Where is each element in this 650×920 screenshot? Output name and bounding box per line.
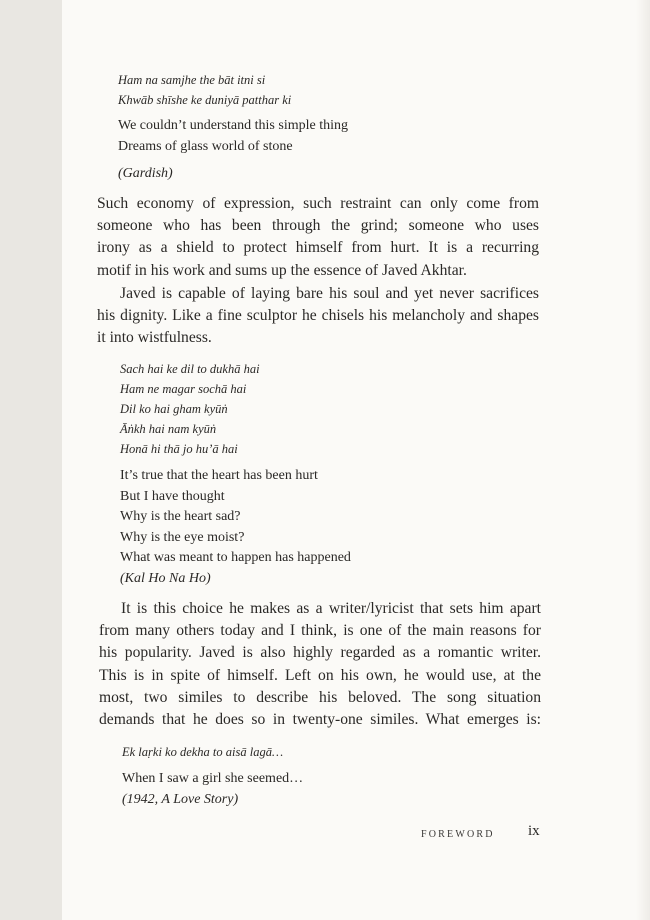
paragraph-line: irony as a shield to protect himself from hurt. It is a recurring [97,239,539,257]
verse-block-gardish [118,70,291,110]
paragraph-line: someone who has been through the grind; someone who uses [97,217,539,235]
paragraph-line: Javed is capable of laying bare his soul and yet never sacrifices [120,285,539,302]
verse-block-1942 [122,742,283,762]
translation-line: We couldn’t understand this simple thing [118,118,348,133]
paragraph-line: This is in spite of himself. Left on his own, he would use, at the [99,666,541,684]
translation-line: Why is the heart sad? [120,509,241,524]
verse-block-kal-ho-na-ho [120,359,260,459]
verse-line: Ham ne magar sochā hai [120,382,247,396]
translation-block-1942 [122,769,303,810]
paragraph-line: most, two similes to describe his beloved. The song situation [99,688,541,706]
translation-line: It’s true that the heart has been hurt [120,468,318,483]
verse-line: Sach hai ke dil to dukhā hai [120,362,260,376]
translation-line: Why is the eye moist? [120,529,245,545]
paragraph-line: it into wistfulness. [97,329,212,347]
page-edge-shadow [636,0,650,920]
source-citation [118,164,173,185]
translation-line: When I saw a girl she seemed… [122,771,304,786]
verse-line: Ek laṛki ko dekha to aisā lagā… [122,745,284,759]
verse-line: Ham na samjhe the bāt itni si [118,73,266,87]
paragraph-line: Such economy of expression, such restraint can only come from [97,195,539,212]
paragraph-line: demands that he does so in twenty-one similes. What emerges is: [99,711,541,729]
source-text: (Gardish) [118,166,173,181]
verse-line: Khwāb shīshe ke duniyā patthar ki [118,93,292,107]
paragraph-line: his popularity. Javed is also highly regarded as a romantic writer. [99,644,541,662]
translation-block-kal-ho-na-ho [120,466,351,589]
translation-line: But I have thought [120,488,225,504]
verse-line: Dil ko hai gham kyūṅ [120,402,228,416]
source-text: (1942, A Love Story) [122,791,239,807]
translation-block-gardish [118,116,348,157]
body-paragraph [97,193,539,282]
paragraph-line: motif in his work and sums up the essence of Javed Akhtar. [97,261,467,279]
translation-line: Dreams of glass world of stone [118,138,293,154]
page-number: ix [528,823,540,839]
running-footer-section: FOREWORD [421,829,495,840]
paragraph-line: his dignity. Like a fine sculptor he chisels his melancholy and shapes [97,307,539,325]
verse-line: Āṅkh hai nam kyūṅ [120,422,217,436]
verse-line: Honā hi thā jo hu’ā hai [120,442,238,456]
source-text: (Kal Ho Na Ho) [120,570,211,586]
paragraph-line: from many others today and I think, is one of the main reasons for [99,622,541,640]
translation-line: What was meant to happen has happened [120,550,351,565]
body-paragraph [97,283,539,350]
paragraph-line: It is this choice he makes as a writer/lyricist that sets him apart [121,600,541,617]
body-paragraph [99,598,541,731]
